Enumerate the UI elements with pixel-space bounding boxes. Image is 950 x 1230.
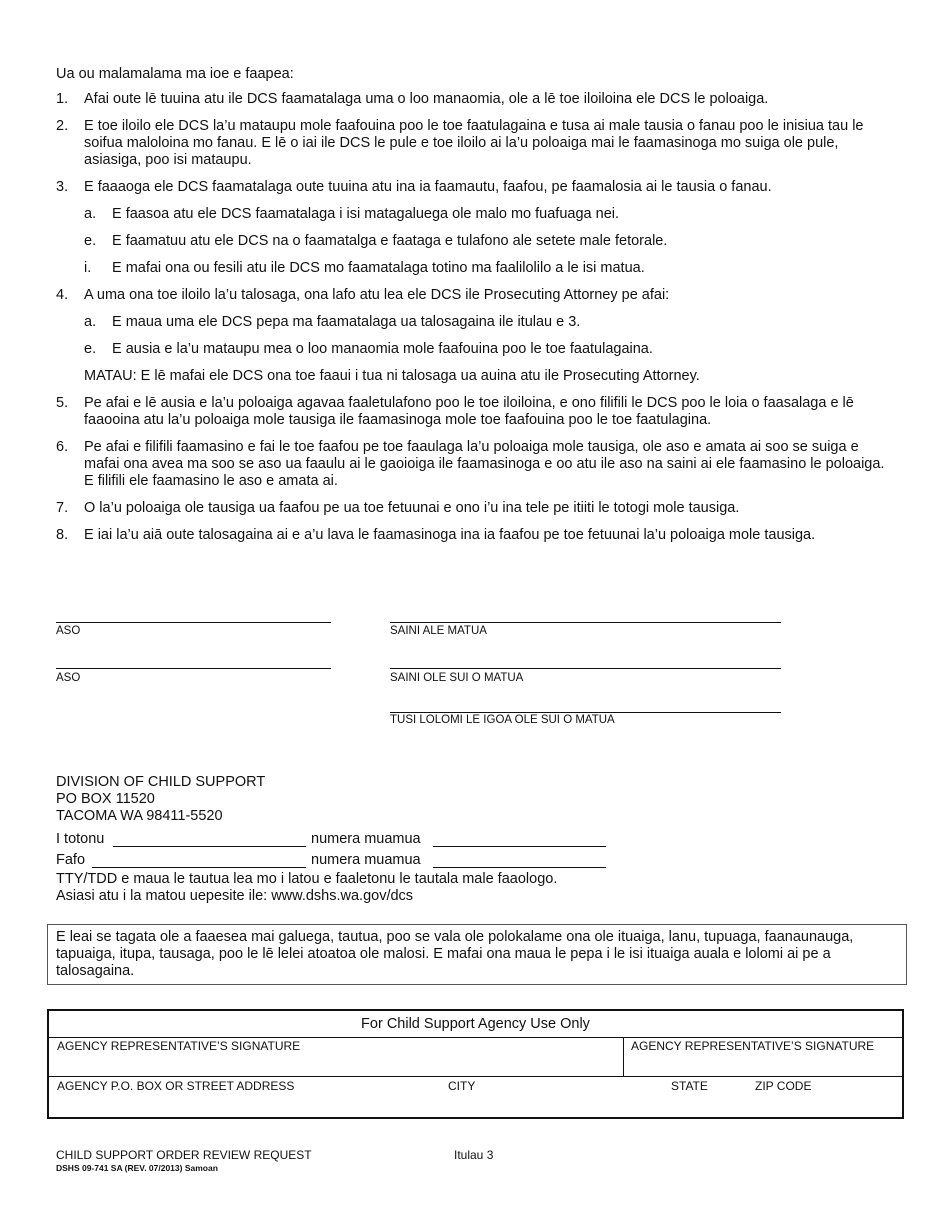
agency-use-box [47, 1009, 904, 1119]
item-number: 7. [56, 500, 69, 516]
list-item [56, 179, 898, 277]
sub-item-letter: i. [84, 260, 92, 276]
date-label-2: ASO [56, 672, 81, 684]
sub-item [84, 206, 898, 223]
nondiscrimination-notice: E leai se tagata ole a faaesea mai galuega, tautua, poo se vala ole polokalame ona ole ituaiga, lanu, tupuaga, faanaunauga, tapuaiga, itupa, tausaga, poo le lē lelei atoatoa ole malosi. E mafai ona maua le pepa i le isi ituaiga auala e lolomi ai pe a talosagaina. [47, 924, 907, 985]
item-text: Afai oute lē tuuina atu ile DCS faamatalaga uma o loo manaomia, ole a lē toe iloiloina ele DCS le poloaiga. [84, 91, 769, 107]
address-line: DIVISION OF CHILD SUPPORT [56, 774, 266, 790]
agency-city-field[interactable]: CITY [448, 1079, 476, 1093]
terms-list [56, 91, 898, 554]
phone-toll-line[interactable] [92, 867, 306, 868]
agency-address-field[interactable]: AGENCY P.O. BOX OR STREET ADDRESS [57, 1079, 295, 1093]
sub-item-letter: a. [84, 206, 97, 222]
item-text: E toe iloilo ele DCS la’u mataupu mole faafouina poo le toe faatulagaina e tusa ai male tausia o fanau poo le inisiua tau le soifua maloloina mo fanau. E lē o iai ile DCS le pule e toe iloilo ai la’u poloaiga mai le faamasinoga mo suiga ole pule, asiasiga, poo isi mataupu. [84, 118, 864, 168]
sub-item [84, 260, 898, 277]
agency-zip-field[interactable]: ZIP CODE [755, 1079, 812, 1093]
website-text: Asiasi atu i la matou uepesite ile: www.dshs.wa.gov/dcs [56, 888, 414, 904]
address-line: TACOMA WA 98411-5520 [56, 808, 223, 824]
agency-rep-signature-field-2[interactable]: AGENCY REPRESENTATIVE’S SIGNATURE [631, 1039, 875, 1053]
divider [49, 1076, 902, 1077]
list-item [56, 395, 898, 429]
sub-item-letter: e. [84, 233, 97, 249]
sub-item-text: E mafai ona ou fesili atu ile DCS mo faamatalaga totino ma faalilolilo a le isi matua. [112, 260, 645, 276]
item-number: 4. [56, 287, 69, 303]
parent-signature-label: SAINI ALE MATUA [390, 625, 487, 637]
divider [49, 1037, 902, 1038]
representative-signature-label: SAINI OLE SUI O MATUA [390, 672, 524, 684]
agency-state-field[interactable]: STATE [671, 1079, 708, 1093]
phone-toll-number-label: numera muamua [311, 852, 421, 868]
list-item [56, 500, 898, 517]
note-text: MATAU: E lē mafai ele DCS ona toe faaui i tua ni talosaga ua auina atu ile Prosecuting Attorney. [84, 368, 700, 384]
date-line-1[interactable] [56, 622, 331, 623]
dcs-address [56, 774, 265, 825]
phone-toll-label: Fafo [56, 852, 86, 868]
item-text: E iai la’u aiā oute talosagaina ai e a’u lava le faamasinoga ina ia faafou pe toe fetuunai la’u poloaiga mole tausiga. [84, 527, 816, 543]
item-text: O la’u poloaiga ole tausiga ua faafou pe ua toe fetuunai e ono i’u ina tele pe itiiti le totogi mole tausiga. [84, 500, 740, 516]
intro-text: Ua ou malamalama ma ioe e faapea: [56, 66, 294, 82]
item-number: 2. [56, 118, 69, 134]
sub-item [84, 314, 898, 331]
phone-number-line[interactable] [433, 846, 606, 847]
sub-item-text: E faamatuu atu ele DCS na o faamatalga e faataga e tulafono ale setete male fetorale. [112, 233, 668, 249]
date-line-2[interactable] [56, 668, 331, 669]
item-text: Pe afai e lē ausia e la’u poloaiga agavaa faaletulafono poo le toe iloiloina, e ono filifili le DCS poo le loia o faasalaga e lē faaooina atu la’u poloaiga mole tausiga ile faamasinoga mole toe faafouina poo le toe faatulagina. [84, 395, 854, 428]
item-text: E faaaoga ele DCS faamatalaga oute tuuina atu ina ia faamautu, faafou, pe faamalosia ai le tausia o fanau. [84, 179, 772, 195]
phone-local-line[interactable] [113, 846, 306, 847]
item-number: 5. [56, 395, 69, 411]
sub-item-letter: e. [84, 341, 97, 357]
list-item [56, 118, 898, 169]
date-label-1: ASO [56, 625, 81, 637]
parent-signature-line[interactable] [390, 622, 781, 623]
sub-item-text: E maua uma ele DCS pepa ma faamatalaga ua talosagaina ile itulau e 3. [112, 314, 581, 330]
sub-item-text: E faasoa atu ele DCS faamatalaga i isi matagaluega ole malo mo fuafuaga nei. [112, 206, 620, 222]
sub-item [84, 341, 898, 358]
tty-text: TTY/TDD e maua le tautua lea mo i latou e faaletonu le tautala male faaologo. [56, 871, 558, 887]
list-item [56, 91, 898, 108]
sub-item-text: E ausia e la’u mataupu mea o loo manaomia mole faafouina poo le toe faatulagaina. [112, 341, 653, 357]
list-item [56, 439, 898, 490]
agency-box-title: For Child Support Agency Use Only [361, 1016, 590, 1032]
form-code: DSHS 09-741 SA (REV. 07/2013) Samoan [56, 1163, 218, 1173]
page-number: Itulau 3 [454, 1148, 494, 1162]
phone-toll-number-line[interactable] [433, 867, 606, 868]
representative-signature-line[interactable] [390, 668, 781, 669]
item-number: 1. [56, 91, 69, 107]
form-title: CHILD SUPPORT ORDER REVIEW REQUEST [56, 1148, 312, 1162]
representative-name-line[interactable] [390, 712, 781, 713]
agency-rep-signature-field[interactable]: AGENCY REPRESENTATIVE’S SIGNATURE [57, 1039, 301, 1053]
list-item [56, 287, 898, 385]
item-number: 8. [56, 527, 69, 543]
sub-item [84, 233, 898, 250]
phone-local-label: I totonu [56, 831, 105, 847]
address-line: PO BOX 11520 [56, 791, 155, 807]
item-number: 6. [56, 439, 69, 455]
representative-name-label: TUSI LOLOMI LE IGOA OLE SUI O MATUA [390, 714, 615, 726]
item-number: 3. [56, 179, 69, 195]
divider [623, 1037, 624, 1076]
item-text: Pe afai e filifili faamasino e fai le toe faafou pe toe faaulaga la’u poloaiga mole tausiga, ole aso e amata ai soo se suiga e mafai ona avea ma soo se aso ua faaulu ai le gaoioiga ile faamasinoga e oo atu ile aso na saini ai ele faamasino le poloaiga. E filifili ele faamasino le aso e amata ai. [84, 439, 885, 489]
list-item [56, 527, 898, 544]
item-text: A uma ona toe iloilo la’u talosaga, ona lafo atu lea ele DCS ile Prosecuting Attorney pe afai: [84, 287, 670, 303]
phone-number-label: numera muamua [311, 831, 421, 847]
sub-item-letter: a. [84, 314, 97, 330]
